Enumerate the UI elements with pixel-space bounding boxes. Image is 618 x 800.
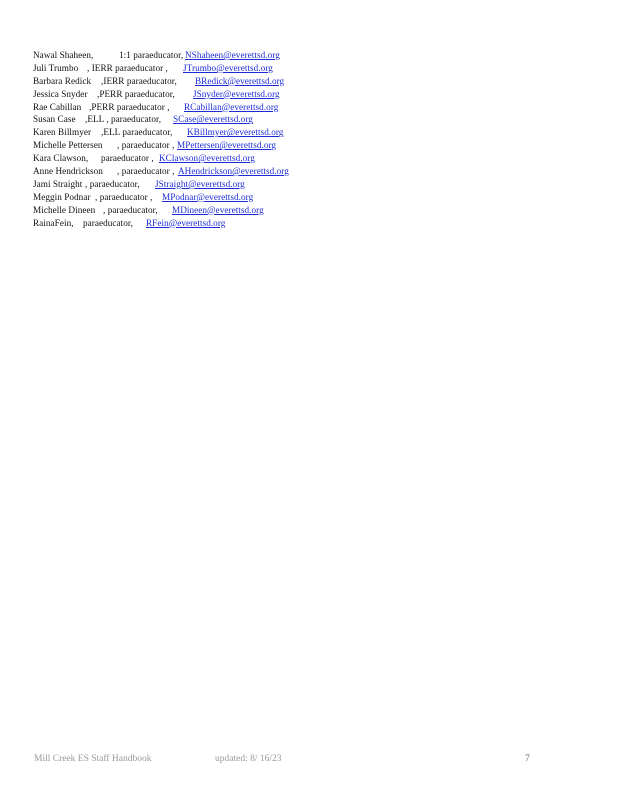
staff-name: Kara Clawson, — [33, 153, 89, 164]
staff-name: Jami Straight — [33, 178, 83, 189]
staff-row — [33, 75, 453, 88]
staff-row — [33, 62, 453, 75]
staff-email-link[interactable]: MPodnar@everettsd.org — [162, 191, 254, 202]
staff-row — [33, 49, 453, 62]
staff-role: 1:1 paraeducator, — [119, 50, 184, 60]
staff-name: Meggin Podnar — [33, 191, 91, 202]
staff-email-link[interactable]: RCabillan@everettsd.org — [184, 101, 279, 112]
staff-email-link[interactable]: BRedick@everettsd.org — [195, 75, 285, 86]
staff-name: Susan Case — [33, 114, 76, 125]
staff-row — [33, 191, 453, 204]
staff-role: , paraeducator , — [117, 166, 175, 177]
staff-role: ,ELL paraeducator, — [101, 127, 173, 138]
staff-role: ,ELL , paraeducator, — [85, 114, 162, 125]
staff-row — [33, 204, 453, 217]
staff-name: Rae Cabillan — [33, 101, 82, 112]
staff-name: Karen Billmyer — [33, 127, 92, 138]
staff-role: ,IERR paraeducator, — [101, 75, 177, 86]
staff-email-link[interactable]: MDineen@everettsd.org — [172, 204, 264, 215]
staff-role: , paraeducator , — [95, 191, 153, 202]
staff-email-link[interactable]: JStraight@everettsd.org — [155, 178, 245, 189]
staff-role: , paraeducator, — [85, 178, 140, 189]
staff-name: Nawal Shaheen, — [33, 50, 94, 60]
staff-row — [33, 152, 453, 165]
staff-email-link[interactable]: RFein@everettsd.org — [146, 217, 226, 228]
staff-role: , IERR paraeducator , — [87, 62, 168, 73]
staff-role: ,PERR paraeducator, — [97, 88, 175, 99]
staff-email-link[interactable]: KBillmyer@everettsd.org — [187, 127, 284, 138]
staff-role: , paraeducator, — [103, 204, 158, 215]
staff-role: ,PERR paraeducator , — [89, 101, 170, 112]
footer-updated-date: updated: 8/ 16/23 — [215, 754, 282, 764]
staff-email-link[interactable]: SCase@everettsd.org — [173, 114, 253, 125]
staff-row — [33, 165, 453, 178]
page-number: 7 — [525, 754, 530, 764]
staff-name: Barbara Redick — [33, 75, 92, 86]
staff-email-link[interactable]: MPettersen@everettsd.org — [177, 140, 277, 151]
staff-email-link[interactable]: NShaheen@everettsd.org — [185, 50, 280, 60]
staff-row — [33, 126, 453, 139]
staff-row — [33, 139, 453, 152]
staff-email-link[interactable]: KClawson@everettsd.org — [159, 153, 255, 164]
staff-role: , paraeducator , — [117, 140, 175, 151]
staff-name: RainaFein, — [33, 217, 74, 228]
staff-name: Michelle Dineen — [33, 204, 96, 215]
staff-email-link[interactable]: JTrumbo@everettsd.org — [183, 62, 273, 73]
staff-email-link[interactable]: AHendrickson@everettsd.org — [178, 166, 289, 177]
staff-row — [33, 113, 453, 126]
staff-role: paraeducator , — [101, 153, 154, 164]
staff-row — [33, 101, 453, 114]
staff-row — [33, 217, 453, 230]
staff-name: Anne Hendrickson — [33, 166, 103, 177]
staff-name: Michelle Pettersen — [33, 140, 103, 151]
staff-email-link[interactable]: JSnyder@everettsd.org — [193, 88, 280, 99]
staff-name: Jessica Snyder — [33, 88, 88, 99]
staff-row — [33, 88, 453, 101]
staff-contact-list — [33, 49, 453, 229]
footer-handbook-title: Mill Creek ES Staff Handbook — [34, 754, 152, 764]
staff-name: Juli Trumbo — [33, 62, 79, 73]
staff-role: paraeducator, — [83, 217, 134, 228]
staff-row — [33, 178, 453, 191]
